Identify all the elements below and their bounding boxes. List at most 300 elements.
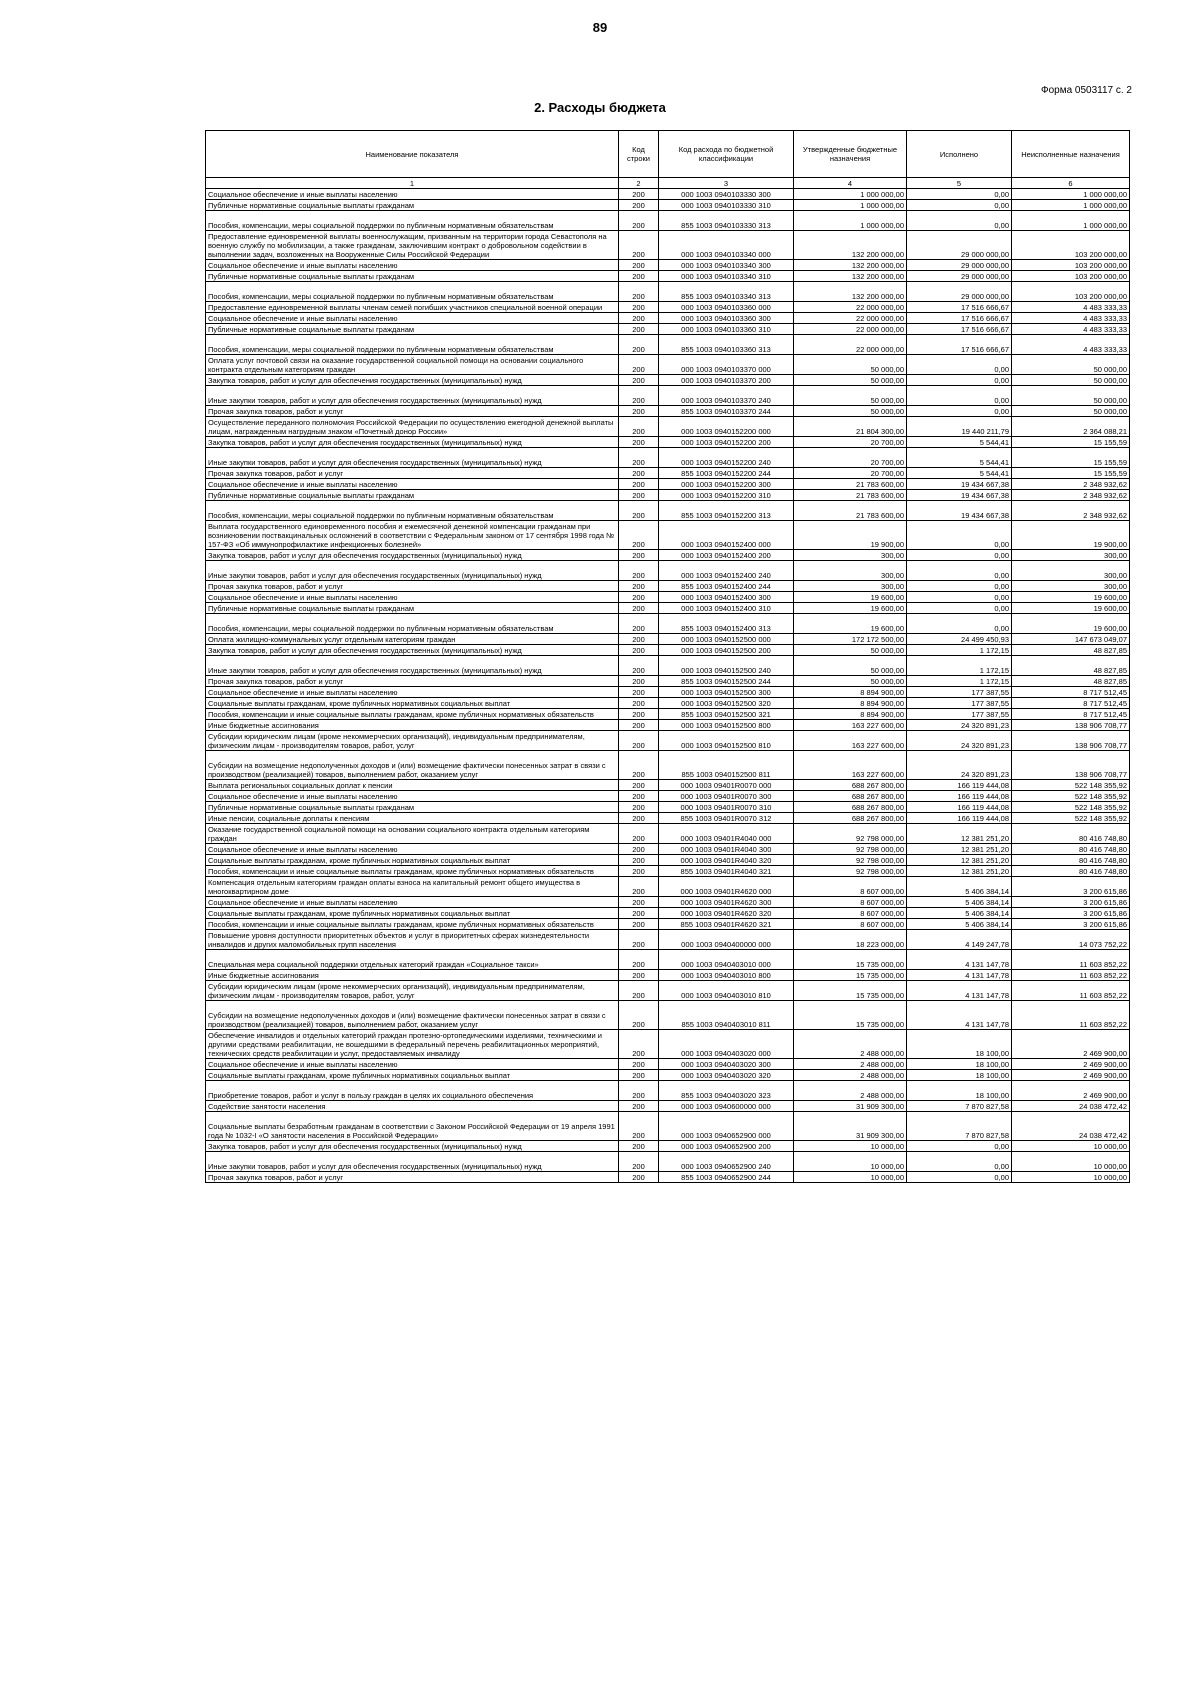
row-name: Социальное обеспечение и иные выплаты населению [206,189,619,200]
row-budget-code: 855 1003 09401R4620 321 [659,919,794,930]
row-executed: 17 516 666,67 [907,324,1012,335]
table-row [206,709,1130,720]
row-name: Предоставление единовременной выплаты военнослужащим, призванным на территории города Севастополя на военную службу по мобилизации, а также гражданам, заключившим контракт о добровольном содействии в выполнении задач, возложенных на Вооруженные Силы Российской Федерации [206,231,619,260]
row-approved: 1 000 000,00 [794,189,907,200]
table-row [206,313,1130,324]
row-remaining: 80 416 748,80 [1012,855,1130,866]
table-row [206,417,1130,437]
table-row [206,581,1130,592]
col-header-remaining: Неисполненные назначения [1012,131,1130,178]
row-remaining: 15 155,59 [1012,437,1130,448]
row-approved: 163 227 600,00 [794,731,907,751]
row-remaining: 2 469 900,00 [1012,1059,1130,1070]
row-name: Закупка товаров, работ и услуг для обеспечения государственных (муниципальных) нужд [206,1141,619,1152]
row-name: Выплата региональных социальных доплат к пенсии [206,780,619,791]
table-row [206,908,1130,919]
row-executed: 4 149 247,78 [907,930,1012,950]
row-name: Пособия, компенсации и иные социальные выплаты гражданам, кроме публичных нормативных обязательств [206,919,619,930]
row-name: Пособия, компенсации, меры социальной поддержки по публичным нормативным обязательствам [206,501,619,521]
row-remaining: 300,00 [1012,581,1130,592]
row-budget-code: 000 1003 0940103370 200 [659,375,794,386]
row-approved: 300,00 [794,550,907,561]
row-executed: 1 172,15 [907,645,1012,656]
row-budget-code: 855 1003 0940152200 313 [659,501,794,521]
row-name: Пособия, компенсации и иные социальные выплаты гражданам, кроме публичных нормативных обязательств [206,709,619,720]
row-executed: 0,00 [907,592,1012,603]
row-line-code: 200 [619,375,659,386]
row-remaining: 48 827,85 [1012,645,1130,656]
row-executed: 24 320 891,23 [907,751,1012,780]
row-budget-code: 855 1003 0940152400 313 [659,614,794,634]
col-header-line-code: Код строки [619,131,659,178]
row-remaining: 103 200 000,00 [1012,231,1130,260]
table-row [206,844,1130,855]
row-approved: 300,00 [794,581,907,592]
row-remaining: 2 348 932,62 [1012,501,1130,521]
row-approved: 1 000 000,00 [794,200,907,211]
row-budget-code: 855 1003 0940652900 244 [659,1172,794,1183]
row-approved: 15 735 000,00 [794,950,907,970]
row-approved: 20 700,00 [794,468,907,479]
row-budget-code: 855 1003 09401R4040 321 [659,866,794,877]
table-row [206,468,1130,479]
row-name: Иные закупки товаров, работ и услуг для обеспечения государственных (муниципальных) нужд [206,561,619,581]
table-row [206,1001,1130,1030]
row-executed: 0,00 [907,581,1012,592]
row-line-code: 200 [619,1001,659,1030]
col-number: 1 [206,178,619,189]
row-budget-code: 000 1003 0940152200 310 [659,490,794,501]
row-budget-code: 000 1003 0940103360 000 [659,302,794,313]
row-approved: 15 735 000,00 [794,1001,907,1030]
row-approved: 21 783 600,00 [794,501,907,521]
table-row [206,324,1130,335]
row-name: Осуществление переданного полномочия Российской Федерации по осуществлению ежегодной денежной выплаты лицам, награжденным нагрудным знаком «Почетный донор России» [206,417,619,437]
table-row [206,271,1130,282]
row-budget-code: 000 1003 0940152200 000 [659,417,794,437]
table-row [206,950,1130,970]
row-budget-code: 000 1003 0940403020 000 [659,1030,794,1059]
row-budget-code: 000 1003 0940103340 000 [659,231,794,260]
section-title: 2. Расходы бюджета [534,100,666,115]
row-name: Компенсация отдельным категориям граждан оплаты взноса на капитальный ремонт общего имущества в многоквартирном доме [206,877,619,897]
row-budget-code: 855 1003 0940403020 323 [659,1081,794,1101]
row-executed: 1 172,15 [907,676,1012,687]
table-row [206,1070,1130,1081]
row-name: Социальные выплаты гражданам, кроме публичных нормативных социальных выплат [206,908,619,919]
row-approved: 18 223 000,00 [794,930,907,950]
row-line-code: 200 [619,260,659,271]
row-budget-code: 000 1003 0940103360 300 [659,313,794,324]
expenditure-table [205,130,1130,1183]
row-name: Публичные нормативные социальные выплаты гражданам [206,324,619,335]
row-line-code: 200 [619,189,659,200]
row-executed: 24 320 891,23 [907,720,1012,731]
row-executed: 177 387,55 [907,687,1012,698]
row-approved: 15 735 000,00 [794,981,907,1001]
row-line-code: 200 [619,437,659,448]
table-row [206,824,1130,844]
table-row [206,1172,1130,1183]
table-row [206,406,1130,417]
row-name: Социальное обеспечение и иные выплаты населению [206,479,619,490]
row-executed: 0,00 [907,603,1012,614]
row-executed: 18 100,00 [907,1081,1012,1101]
row-name: Публичные нормативные социальные выплаты гражданам [206,802,619,813]
row-line-code: 200 [619,211,659,231]
row-approved: 8 607 000,00 [794,877,907,897]
row-budget-code: 855 1003 0940152500 811 [659,751,794,780]
row-remaining: 3 200 615,86 [1012,877,1130,897]
row-executed: 5 544,41 [907,437,1012,448]
page-number: 89 [592,20,608,35]
row-line-code: 200 [619,791,659,802]
row-executed: 0,00 [907,211,1012,231]
row-approved: 92 798 000,00 [794,844,907,855]
row-budget-code: 000 1003 0940600000 000 [659,1101,794,1112]
row-approved: 21 783 600,00 [794,479,907,490]
row-executed: 12 381 251,20 [907,824,1012,844]
row-remaining: 50 000,00 [1012,375,1130,386]
row-line-code: 200 [619,335,659,355]
row-line-code: 200 [619,1070,659,1081]
row-approved: 163 227 600,00 [794,751,907,780]
row-line-code: 200 [619,897,659,908]
row-approved: 92 798 000,00 [794,866,907,877]
row-line-code: 200 [619,731,659,751]
row-approved: 2 488 000,00 [794,1059,907,1070]
row-executed: 18 100,00 [907,1030,1012,1059]
row-remaining: 2 348 932,62 [1012,479,1130,490]
row-executed: 7 870 827,58 [907,1101,1012,1112]
row-budget-code: 000 1003 09401R0070 300 [659,791,794,802]
row-remaining: 10 000,00 [1012,1172,1130,1183]
row-remaining: 15 155,59 [1012,468,1130,479]
row-executed: 12 381 251,20 [907,855,1012,866]
row-name: Социальные выплаты гражданам, кроме публичных нормативных социальных выплат [206,698,619,709]
row-remaining: 138 906 708,77 [1012,720,1130,731]
row-approved: 10 000,00 [794,1172,907,1183]
row-budget-code: 000 1003 09401R0070 000 [659,780,794,791]
table-row [206,634,1130,645]
row-budget-code: 000 1003 0940152400 240 [659,561,794,581]
row-remaining: 300,00 [1012,561,1130,581]
row-line-code: 200 [619,676,659,687]
row-budget-code: 000 1003 0940152500 800 [659,720,794,731]
row-executed: 17 516 666,67 [907,302,1012,313]
table-row [206,355,1130,375]
row-name: Социальные выплаты гражданам, кроме публичных нормативных социальных выплат [206,1070,619,1081]
row-name: Публичные нормативные социальные выплаты гражданам [206,200,619,211]
table-row [206,386,1130,406]
table-row [206,200,1130,211]
row-remaining: 50 000,00 [1012,355,1130,375]
row-approved: 20 700,00 [794,437,907,448]
row-line-code: 200 [619,581,659,592]
row-budget-code: 000 1003 0940403020 300 [659,1059,794,1070]
row-remaining: 24 038 472,42 [1012,1112,1130,1141]
row-name: Оплата услуг почтовой связи на оказание государственной социальной помощи на основании социального контракта отдельным категориям граждан [206,355,619,375]
row-executed: 19 434 667,38 [907,490,1012,501]
table-row [206,603,1130,614]
table-row [206,282,1130,302]
row-line-code: 200 [619,282,659,302]
row-remaining: 48 827,85 [1012,676,1130,687]
col-number: 2 [619,178,659,189]
row-budget-code: 855 1003 0940403010 811 [659,1001,794,1030]
row-approved: 19 600,00 [794,592,907,603]
row-executed: 0,00 [907,386,1012,406]
row-line-code: 200 [619,521,659,550]
row-budget-code: 855 1003 0940152200 244 [659,468,794,479]
row-approved: 31 909 300,00 [794,1112,907,1141]
row-name: Иные пенсии, социальные доплаты к пенсиям [206,813,619,824]
row-approved: 50 000,00 [794,406,907,417]
row-remaining: 103 200 000,00 [1012,282,1130,302]
row-remaining: 3 200 615,86 [1012,897,1130,908]
row-line-code: 200 [619,981,659,1001]
table-row [206,592,1130,603]
row-remaining: 10 000,00 [1012,1141,1130,1152]
row-remaining: 4 483 333,33 [1012,335,1130,355]
row-executed: 24 499 450,93 [907,634,1012,645]
row-executed: 166 119 444,08 [907,780,1012,791]
row-executed: 1 172,15 [907,656,1012,676]
row-remaining: 138 906 708,77 [1012,731,1130,751]
row-executed: 4 131 147,78 [907,950,1012,970]
table-row [206,490,1130,501]
row-line-code: 200 [619,634,659,645]
row-name: Иные бюджетные ассигнования [206,970,619,981]
row-line-code: 200 [619,468,659,479]
row-remaining: 4 483 333,33 [1012,302,1130,313]
row-budget-code: 000 1003 0940103360 310 [659,324,794,335]
row-approved: 10 000,00 [794,1152,907,1172]
table-row [206,930,1130,950]
row-remaining: 8 717 512,45 [1012,709,1130,720]
row-remaining: 19 900,00 [1012,521,1130,550]
row-line-code: 200 [619,908,659,919]
row-approved: 10 000,00 [794,1141,907,1152]
row-approved: 688 267 800,00 [794,791,907,802]
table-row [206,1101,1130,1112]
row-budget-code: 855 1003 0940103340 313 [659,282,794,302]
row-approved: 1 000 000,00 [794,211,907,231]
col-number: 6 [1012,178,1130,189]
row-budget-code: 000 1003 09401R4040 320 [659,855,794,866]
row-name: Публичные нормативные социальные выплаты гражданам [206,271,619,282]
row-executed: 7 870 827,58 [907,1112,1012,1141]
row-line-code: 200 [619,603,659,614]
table-row [206,1112,1130,1141]
col-header-budget-code: Код расхода по бюджетной классификации [659,131,794,178]
table-body [206,189,1130,1183]
col-number: 4 [794,178,907,189]
table-row [206,302,1130,313]
row-line-code: 200 [619,313,659,324]
row-approved: 8 607 000,00 [794,908,907,919]
row-line-code: 200 [619,1172,659,1183]
row-name: Социальное обеспечение и иные выплаты населению [206,791,619,802]
table-row [206,897,1130,908]
row-executed: 166 119 444,08 [907,813,1012,824]
row-approved: 20 700,00 [794,448,907,468]
row-budget-code: 000 1003 0940103330 310 [659,200,794,211]
row-executed: 177 387,55 [907,709,1012,720]
row-line-code: 200 [619,355,659,375]
row-approved: 132 200 000,00 [794,231,907,260]
row-remaining: 8 717 512,45 [1012,698,1130,709]
row-remaining: 147 673 049,07 [1012,634,1130,645]
row-name: Иные закупки товаров, работ и услуг для обеспечения государственных (муниципальных) нужд [206,656,619,676]
row-budget-code: 855 1003 0940152500 244 [659,676,794,687]
header-row [206,131,1130,178]
table-row [206,877,1130,897]
row-executed: 177 387,55 [907,698,1012,709]
table-row [206,731,1130,751]
row-name: Иные бюджетные ассигнования [206,720,619,731]
row-name: Прочая закупка товаров, работ и услуг [206,468,619,479]
table-row [206,521,1130,550]
row-name: Социальные выплаты безработным гражданам в соответствии с Законом Российской Федерации от 19 апреля 1991 года № 1032-I «О занятости населения в Российской Федерации» [206,1112,619,1141]
table-row [206,1030,1130,1059]
row-executed: 19 434 667,38 [907,479,1012,490]
row-approved: 8 894 900,00 [794,698,907,709]
row-line-code: 200 [619,302,659,313]
row-approved: 50 000,00 [794,656,907,676]
row-name: Повышение уровня доступности приоритетных объектов и услуг в приоритетных сферах жизнедеятельности инвалидов и других маломобильных групп населения [206,930,619,950]
row-remaining: 1 000 000,00 [1012,200,1130,211]
row-line-code: 200 [619,930,659,950]
row-approved: 92 798 000,00 [794,855,907,866]
table-row [206,375,1130,386]
col-number: 3 [659,178,794,189]
row-approved: 31 909 300,00 [794,1101,907,1112]
row-line-code: 200 [619,950,659,970]
row-executed: 5 406 384,14 [907,897,1012,908]
row-line-code: 200 [619,813,659,824]
row-budget-code: 000 1003 0940403010 000 [659,950,794,970]
row-line-code: 200 [619,1030,659,1059]
row-budget-code: 855 1003 0940103370 244 [659,406,794,417]
row-line-code: 200 [619,780,659,791]
table-row [206,813,1130,824]
col-header-executed: Исполнено [907,131,1012,178]
table-row [206,335,1130,355]
row-budget-code: 000 1003 09401R4040 000 [659,824,794,844]
row-approved: 8 894 900,00 [794,709,907,720]
row-remaining: 2 348 932,62 [1012,490,1130,501]
row-approved: 8 607 000,00 [794,919,907,930]
row-budget-code: 000 1003 0940152500 320 [659,698,794,709]
row-remaining: 103 200 000,00 [1012,271,1130,282]
row-name: Иные закупки товаров, работ и услуг для обеспечения государственных (муниципальных) нужд [206,448,619,468]
row-name: Пособия, компенсации, меры социальной поддержки по публичным нормативным обязательствам [206,211,619,231]
row-line-code: 200 [619,855,659,866]
row-executed: 4 131 147,78 [907,981,1012,1001]
row-budget-code: 000 1003 0940152500 810 [659,731,794,751]
row-line-code: 200 [619,490,659,501]
row-name: Обеспечение инвалидов и отдельных категорий граждан протезно-ортопедическими изделиями, техническими и другими средствами реабилитации, не вошедшими в федеральный перечень реабилитационных мероприятий, технических средств реабилитации и услуг, предоставляемых инвалиду [206,1030,619,1059]
column-number-row [206,178,1130,189]
table-row [206,698,1130,709]
row-remaining: 522 148 355,92 [1012,802,1130,813]
row-approved: 22 000 000,00 [794,313,907,324]
row-remaining: 11 603 852,22 [1012,970,1130,981]
row-executed: 0,00 [907,1141,1012,1152]
row-line-code: 200 [619,614,659,634]
form-code: Форма 0503117 с. 2 [1040,85,1132,96]
row-remaining: 80 416 748,80 [1012,844,1130,855]
row-executed: 18 100,00 [907,1070,1012,1081]
row-budget-code: 855 1003 0940152500 321 [659,709,794,720]
table-row [206,855,1130,866]
table-row [206,1081,1130,1101]
row-executed: 29 000 000,00 [907,271,1012,282]
row-budget-code: 000 1003 0940652900 200 [659,1141,794,1152]
row-approved: 50 000,00 [794,355,907,375]
row-remaining: 522 148 355,92 [1012,780,1130,791]
row-name: Субсидии на возмещение недополученных доходов и (или) возмещение фактически понесенных затрат в связи с производством (реализацией) товаров, выполнением работ, оказанием услуг [206,1001,619,1030]
row-executed: 0,00 [907,1152,1012,1172]
row-line-code: 200 [619,844,659,855]
row-approved: 172 172 500,00 [794,634,907,645]
row-approved: 19 600,00 [794,614,907,634]
row-executed: 0,00 [907,375,1012,386]
row-approved: 92 798 000,00 [794,824,907,844]
row-name: Прочая закупка товаров, работ и услуг [206,1172,619,1183]
table-row [206,687,1130,698]
row-budget-code: 000 1003 0940152400 200 [659,550,794,561]
row-remaining: 2 469 900,00 [1012,1030,1130,1059]
row-budget-code: 000 1003 0940652900 000 [659,1112,794,1141]
row-executed: 17 516 666,67 [907,335,1012,355]
row-name: Содействие занятости населения [206,1101,619,1112]
row-budget-code: 000 1003 09401R4620 300 [659,897,794,908]
row-budget-code: 000 1003 0940152200 200 [659,437,794,448]
row-approved: 300,00 [794,561,907,581]
row-remaining: 15 155,59 [1012,448,1130,468]
table-row [206,448,1130,468]
row-budget-code: 000 1003 0940152400 300 [659,592,794,603]
row-name: Социальное обеспечение и иные выплаты населению [206,897,619,908]
row-name: Выплата государственного единовременного пособия и ежемесячной денежной компенсации гражданам при возникновении поствакцинальных осложнений в соответствии с Федеральным законом от 17 сентября 1998 года № 157-ФЗ «Об иммунопрофилактике инфекционных болезней» [206,521,619,550]
row-remaining: 19 600,00 [1012,603,1130,614]
row-executed: 0,00 [907,550,1012,561]
row-budget-code: 000 1003 0940103330 300 [659,189,794,200]
row-approved: 50 000,00 [794,676,907,687]
row-name: Социальное обеспечение и иные выплаты населению [206,592,619,603]
row-remaining: 3 200 615,86 [1012,908,1130,919]
row-approved: 15 735 000,00 [794,970,907,981]
row-line-code: 200 [619,448,659,468]
row-line-code: 200 [619,386,659,406]
row-line-code: 200 [619,592,659,603]
row-name: Социальное обеспечение и иные выплаты населению [206,313,619,324]
table-row [206,656,1130,676]
row-approved: 132 200 000,00 [794,271,907,282]
table-row [206,501,1130,521]
table-row [206,791,1130,802]
row-approved: 688 267 800,00 [794,813,907,824]
row-line-code: 200 [619,1059,659,1070]
row-executed: 0,00 [907,200,1012,211]
col-header-name: Наименование показателя [206,131,619,178]
row-budget-code: 000 1003 0940152400 000 [659,521,794,550]
row-approved: 132 200 000,00 [794,260,907,271]
row-line-code: 200 [619,1112,659,1141]
row-remaining: 19 600,00 [1012,592,1130,603]
